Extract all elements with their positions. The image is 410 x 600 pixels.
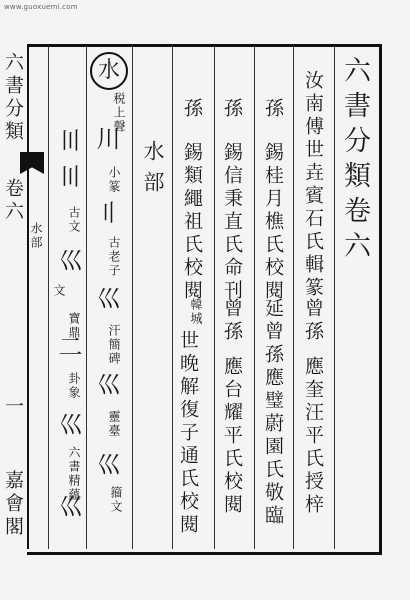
contributor-name: 世晚解復子通氏校閱 [177,330,199,537]
contributor-relation: 孫 [221,98,243,121]
seal-glyph: 川 [92,126,120,152]
seal-glyph: 〣 [54,164,82,190]
section-title: 水部 [141,140,165,202]
glyph-source: 小篆 [107,166,121,194]
margin-publisher: 嘉會閣 [2,470,24,539]
seal-glyph: 〣 [54,128,82,154]
contributor-role: 曾孫 [221,298,243,344]
column-rule [334,47,335,549]
contributor-compiler: 汝南傅世垚賓石氏輯篆 [302,70,324,300]
head-character-reading: 税上聲 [112,92,126,134]
seal-glyph: 巛 [92,286,120,312]
column-rule [254,47,255,549]
glyph-source: 古老子 [107,236,121,278]
contributor-role: 曾孫 [302,298,324,344]
glyph-source: 汗簡碑 [107,324,121,366]
seal-glyph: 巛 [54,412,82,438]
seal-glyph: 巛 [92,452,120,478]
column-rule [293,47,294,549]
contributor-name: 錫信秉直氏命刊 [221,142,243,303]
column-rule [132,47,133,549]
margin-volume: 卷六 [2,178,24,224]
glyph-source: 六書精蘊 [67,446,81,502]
seal-glyph: 〢 [92,200,120,226]
contributor-name: 應台耀平氏校閱 [221,356,243,517]
margin-page-number: 一 [2,396,24,419]
contributor-relation: 孫 [262,98,284,121]
glyph-source: 籀文 [109,486,123,514]
glyph-source: 靈臺 [107,410,121,438]
contributor-name: 錫桂月樵氏校閱 [262,142,284,303]
column-rule [172,47,173,549]
seal-glyph: 二 [54,334,82,360]
contributor-origin: 韓城 [189,298,203,326]
seal-glyph: 巛 [54,248,82,274]
column-rule [86,47,87,549]
glyph-source: 古文 [67,206,81,234]
watermark-url: www.guoxuemi.com [4,3,78,11]
column-rule [48,47,49,549]
contributor-relation: 孫 [181,98,203,121]
volume-title: 六書分類卷六 [339,56,370,266]
contributor-name: 錫類繩祖氏校閱 [181,142,203,303]
seal-glyph: 巛 [54,494,82,520]
margin-book-title: 六書分類 [2,52,24,144]
glyph-source: 卦象 [67,372,81,400]
head-character-circled: 水 [90,52,128,90]
glyph-source: 文 [52,284,66,298]
frame-right-border [379,44,382,552]
contributor-name: 應奎汪平氏授梓 [302,356,324,517]
contributor-name: 延曾孫應璧蔚園氏敬臨 [262,298,284,528]
glyph-source: 寶鼎 [67,312,81,340]
column-rule [214,47,215,549]
seal-glyph: 巛 [92,372,120,398]
margin-section: 水部 [29,222,43,250]
